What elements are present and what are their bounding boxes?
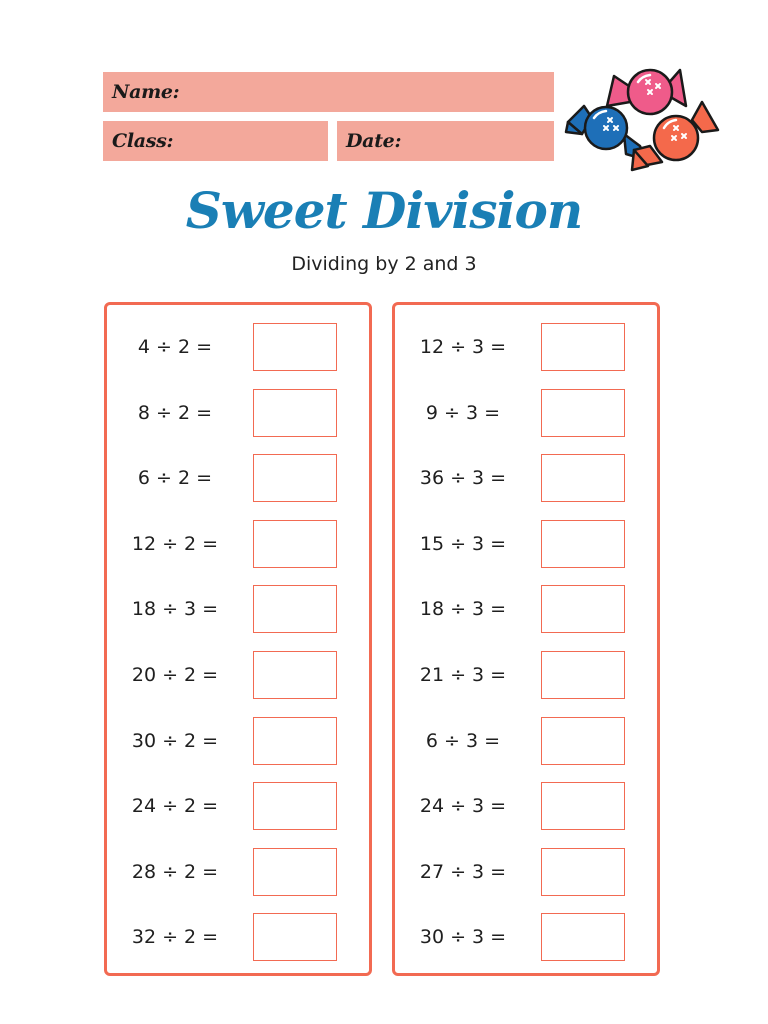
answer-box[interactable] — [541, 520, 625, 568]
class-label: Class: — [112, 130, 174, 152]
answer-box[interactable] — [253, 520, 337, 568]
problem-text: 12 ÷ 2 = — [131, 532, 219, 555]
problem-row — [395, 389, 657, 437]
problem-row — [395, 454, 657, 502]
problem-row — [395, 585, 657, 633]
answer-box[interactable] — [541, 782, 625, 830]
problem-text: 4 ÷ 2 = — [137, 336, 213, 358]
answer-box[interactable] — [541, 651, 625, 699]
problem-text: 27 ÷ 3 = — [419, 860, 507, 883]
date-label: Date: — [346, 130, 402, 152]
answer-box[interactable] — [253, 651, 337, 699]
problem-row — [107, 585, 369, 633]
problem-row — [395, 323, 657, 371]
answer-box[interactable] — [253, 782, 337, 830]
problem-row — [395, 782, 657, 830]
problem-row — [107, 520, 369, 568]
problem-text: 24 ÷ 3 = — [419, 795, 507, 818]
problem-text: 6 ÷ 3 = — [425, 729, 501, 752]
problems-column-left — [104, 302, 372, 976]
answer-box[interactable] — [541, 389, 625, 437]
problem-row — [395, 717, 657, 765]
problem-text: 9 ÷ 3 = — [425, 401, 501, 424]
answer-box[interactable] — [541, 323, 625, 371]
answer-box[interactable] — [253, 848, 337, 896]
problem-text: 18 ÷ 3 = — [419, 598, 507, 621]
problem-row — [107, 454, 369, 502]
problem-text: 20 ÷ 2 = — [131, 664, 219, 686]
problem-row — [107, 782, 369, 830]
problem-text: 24 ÷ 2 = — [131, 795, 219, 818]
problem-text: 30 ÷ 2 = — [131, 729, 219, 752]
class-field[interactable] — [103, 121, 328, 161]
answer-box[interactable] — [253, 389, 337, 437]
problems-column-right — [392, 302, 660, 976]
answer-box[interactable] — [541, 585, 625, 633]
problem-text: 6 ÷ 2 = — [137, 467, 213, 490]
name-label: Name: — [112, 81, 180, 103]
answer-box[interactable] — [541, 848, 625, 896]
problem-row — [107, 651, 369, 699]
problem-row — [395, 913, 657, 961]
answer-box[interactable] — [541, 913, 625, 961]
answer-box[interactable] — [253, 913, 337, 961]
problem-text: 12 ÷ 3 = — [419, 336, 507, 358]
page-title: Sweet Division — [185, 181, 583, 240]
date-field[interactable] — [337, 121, 554, 161]
problem-text: 21 ÷ 3 = — [419, 664, 507, 686]
problem-text: 18 ÷ 3 = — [131, 598, 219, 621]
problem-row — [395, 848, 657, 896]
problem-row — [107, 913, 369, 961]
problem-text: 28 ÷ 2 = — [131, 860, 219, 883]
candy-icon — [562, 62, 722, 180]
answer-box[interactable] — [253, 323, 337, 371]
problem-text: 32 ÷ 2 = — [131, 926, 219, 949]
problem-text: 15 ÷ 3 = — [419, 532, 507, 555]
problem-row — [107, 717, 369, 765]
problem-row — [395, 520, 657, 568]
answer-box[interactable] — [541, 454, 625, 502]
pink-candy-icon — [607, 70, 686, 114]
name-field[interactable] — [103, 72, 554, 112]
problem-row — [107, 389, 369, 437]
problem-row — [395, 651, 657, 699]
problem-row — [107, 323, 369, 371]
answer-box[interactable] — [253, 585, 337, 633]
answer-box[interactable] — [253, 717, 337, 765]
problem-text: 8 ÷ 2 = — [137, 401, 213, 424]
problem-text: 30 ÷ 3 = — [419, 926, 507, 949]
problem-text: 36 ÷ 3 = — [419, 467, 507, 490]
answer-box[interactable] — [541, 717, 625, 765]
problem-row — [107, 848, 369, 896]
page-subtitle: Dividing by 2 and 3 — [291, 253, 477, 275]
answer-box[interactable] — [253, 454, 337, 502]
